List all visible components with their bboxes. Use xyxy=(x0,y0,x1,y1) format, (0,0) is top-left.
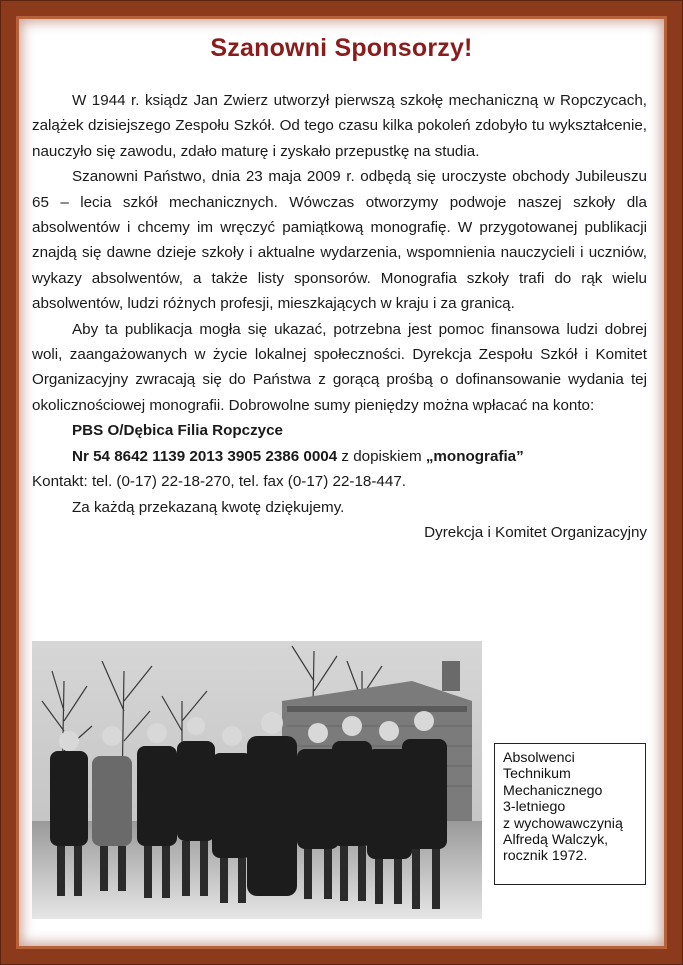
contact-line: Kontakt: tel. (0-17) 22-18-270, tel. fax (0-17) 22-18-447. xyxy=(32,473,406,491)
caption-line: rocznik 1972. xyxy=(503,848,588,865)
page-title: Szanowni Sponsorzy! xyxy=(210,34,473,62)
caption-line: z wychowawczynią xyxy=(503,815,623,832)
caption-line: Alfredą Walczyk, xyxy=(503,832,609,849)
bank-account-line xyxy=(32,444,647,469)
caption-line: Mechanicznego xyxy=(503,782,603,799)
paragraph-request: Aby ta publikacja mogła się ukazać, potrzebna jest pomoc finansowa ludzi dobrej woli, zaangażowanych w życie lokalnej społeczności. Dyrekcja Zespołu Szkół i Komitet Organizacyjny zwracają się do Państwa z gorącą prośbą o dofinansowanie wydania tej okolicznościowej monografii. Dobrowolne sumy pieniędzy można wpłacać na konto: xyxy=(32,320,647,414)
thanks-line: Za każdą przekazaną kwotę dziękujemy. xyxy=(72,498,345,516)
bank-name: PBS O/Dębica Filia Ropczyce xyxy=(72,422,284,440)
class-photo xyxy=(32,641,482,919)
bank-account-number: Nr 54 8642 1139 2013 3905 2386 0004 xyxy=(72,447,338,465)
caption-line: 3-letniego xyxy=(503,799,566,816)
bank-note-prefix: z dopiskiem xyxy=(337,447,426,465)
class-photo-image xyxy=(32,641,482,919)
signature: Dyrekcja i Komitet Organizacyjny xyxy=(424,523,647,541)
bank-note-keyword: „monografia” xyxy=(425,447,524,465)
caption-line: Technikum xyxy=(503,766,571,783)
paragraph-history: W 1944 r. ksiądz Jan Zwierz utworzył pierwszą szkołę mechaniczną w Ropczycach, zalążek dzisiejszego Zespołu Szkół. Od tego czasu kilka pokoleń zdobyło tu wykształcenie, nauczyło się zawodu, zdało maturę i zyskało przepustkę na studia. xyxy=(32,92,647,160)
letter-body xyxy=(32,88,647,545)
caption-line: Absolwenci xyxy=(503,750,575,766)
photo-caption xyxy=(494,743,646,885)
paragraph-jubilee: Szanowni Państwo, dnia 23 maja 2009 r. odbędą się uroczyste obchody Jubileuszu 65 – lecia szkół mechanicznych. Wówczas otworzymy podwoje naszej szkoły dla absolwentów i chcemy im wręczyć pamiątkową monografię. W przygotowanej publikacji znajdą się dawne dzieje szkoły i aktualne wydarzenia, wspomnienia nauczycieli i uczniów, wykazy absolwentów, a także listy sponsorów. Monografia szkoły trafi do rąk wielu absolwentów, ludzi różnych profesji, mieszkających w kraju i za granicą. xyxy=(32,168,647,313)
